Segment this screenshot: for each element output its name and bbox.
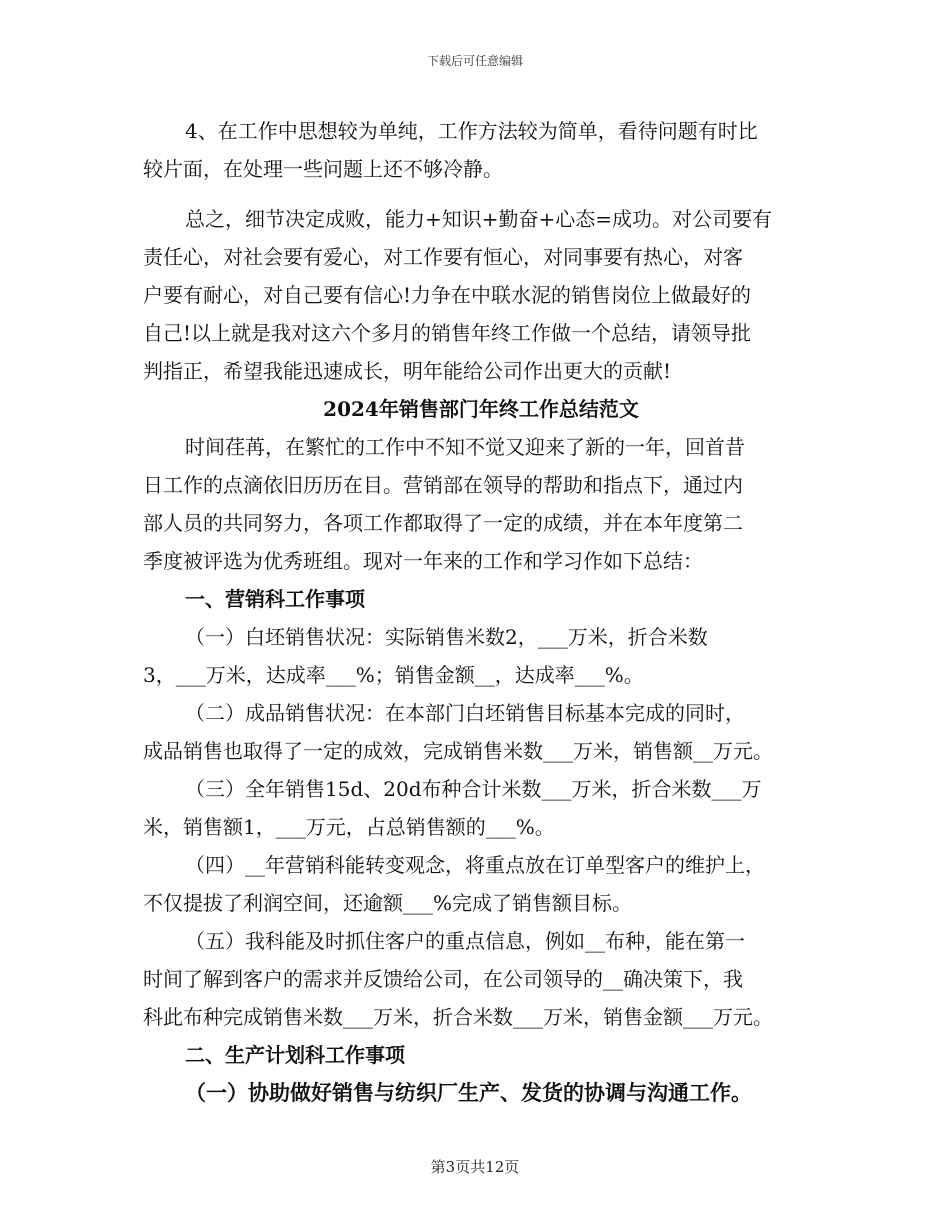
- heading-production: 二、生产计划科工作事项: [185, 1043, 405, 1067]
- text-line: （二）成品销售状况：在本部门白坯销售目标基本完成的同时，: [185, 701, 745, 725]
- text-line: （三）全年销售15d、20d布种合计米数___万米，折合米数___万: [185, 777, 762, 801]
- text-line: （五）我科能及时抓住客户的重点信息，例如__布种，能在第一: [185, 929, 745, 953]
- page-header-note: 下载后可任意编辑: [426, 54, 523, 68]
- text-line: 判指正，希望我能迅速成长，明年能给公司作出更大的贡献!: [143, 359, 672, 383]
- text-line: 总之，细节决定成败，能力+知识+勤奋+心态=成功。对公司要有: [185, 207, 773, 231]
- text-line: 米，销售额1，___万元，占总销售额的___%。: [143, 815, 555, 839]
- subheading-coordination: （一）协助做好销售与纺织厂生产、发货的协调与沟通工作。: [185, 1080, 752, 1105]
- page-footer-number: 第3页共12页: [430, 1158, 520, 1176]
- text-line: 自己!以上就是我对这六个多月的销售年终工作做一个总结，请领导批: [143, 321, 752, 345]
- text-line: 责任心，对社会要有爱心，对工作要有恒心，对同事要有热心，对客: [143, 245, 743, 269]
- text-line: 4、在工作中思想较为单纯，工作方法较为简单，看待问题有时比: [185, 119, 758, 143]
- text-line: 日工作的点滴依旧历历在目。营销部在领导的帮助和指点下，通过内: [143, 473, 743, 497]
- document-body: [143, 112, 819, 1112]
- text-line: 季度被评选为优秀班组。现对一年来的工作和学习作如下总结：: [143, 549, 703, 573]
- text-line: 成品销售也取得了一定的成效，完成销售米数___万米，销售额__万元。: [143, 739, 773, 763]
- text-line: 部人员的共同努力，各项工作都取得了一定的成绩，并在本年度第二: [143, 511, 743, 535]
- section-title: 2024年销售部门年终工作总结范文: [323, 397, 639, 421]
- text-line: 科此布种完成销售米数___万米，折合米数___万米，销售金额___万元。: [143, 1005, 773, 1029]
- text-line: 不仅提拔了利润空间，还逾额___%完成了销售额目标。: [143, 891, 633, 915]
- heading-marketing: 一、营销科工作事项: [185, 587, 365, 611]
- text-line: 时间荏苒，在繁忙的工作中不知不觉又迎来了新的一年，回首昔: [185, 435, 745, 459]
- text-line: 3，___万米，达成率___%；销售金额__，达成率___%。: [143, 663, 644, 687]
- text-line: （四）__年营销科能转变观念，将重点放在订单型客户的维护上，: [185, 853, 765, 877]
- text-line: 时间了解到客户的需求并反馈给公司，在公司领导的__确决策下，我: [143, 967, 743, 991]
- text-line: （一）白坯销售状况：实际销售米数2，___万米，折合米数: [185, 625, 708, 649]
- text-line: 户要有耐心，对自己要有信心!力争在中联水泥的销售岗位上做最好的: [143, 283, 752, 307]
- text-line: 较片面，在处理一些问题上还不够冷静。: [143, 157, 503, 181]
